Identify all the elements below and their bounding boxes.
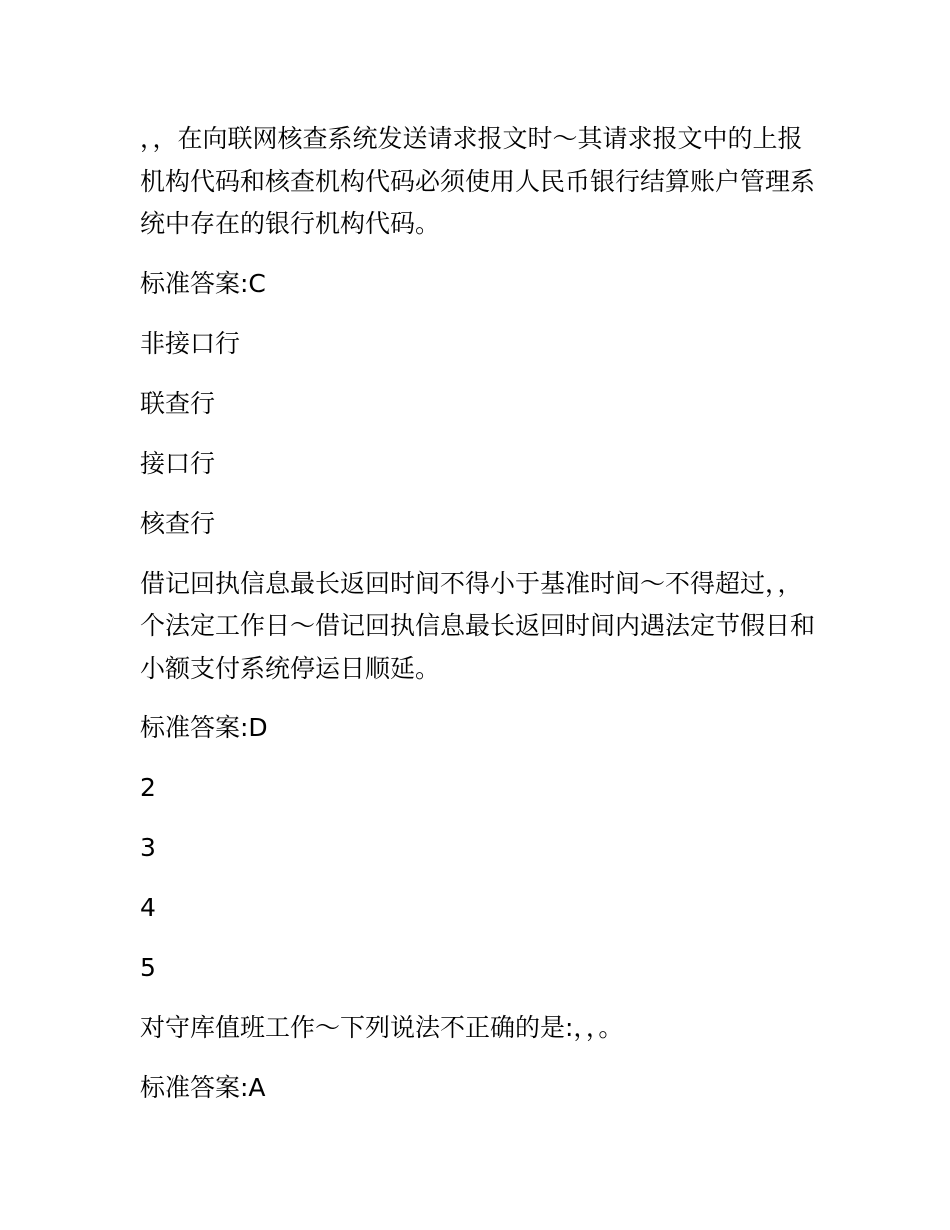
question-text: 借记回执信息最长返回时间不得小于基准时间～不得超过，，个法定工作日～借记回执信息最长返回时间内遇法定节假日和小额支付系统停运日顺延。 — [140, 568, 816, 683]
answer-key: 标准答案:C — [140, 268, 266, 298]
answer-option: 接口行 — [140, 448, 216, 478]
question-text: ，，在向联网核查系统发送请求报文时～其请求报文中的上报机构代码和核查机构代码必须使用人民币银行结算账户管理系统中存在的银行机构代码。 — [140, 124, 816, 238]
answer-option: 联查行 — [140, 388, 216, 418]
document-body — [140, 118, 820, 1127]
answer-key: 标准答案:A — [140, 1073, 266, 1102]
answer-option: 核查行 — [140, 508, 216, 538]
answer-key: 标准答案:D — [140, 713, 268, 742]
answer-option: 4 — [140, 893, 156, 922]
answer-option: 5 — [140, 953, 156, 982]
question-text: 对守库值班工作～下列说法不正确的是:，，。 — [140, 1013, 624, 1042]
answer-option: 2 — [140, 773, 156, 802]
answer-option: 非接口行 — [140, 328, 241, 358]
answer-option: 3 — [140, 833, 156, 862]
